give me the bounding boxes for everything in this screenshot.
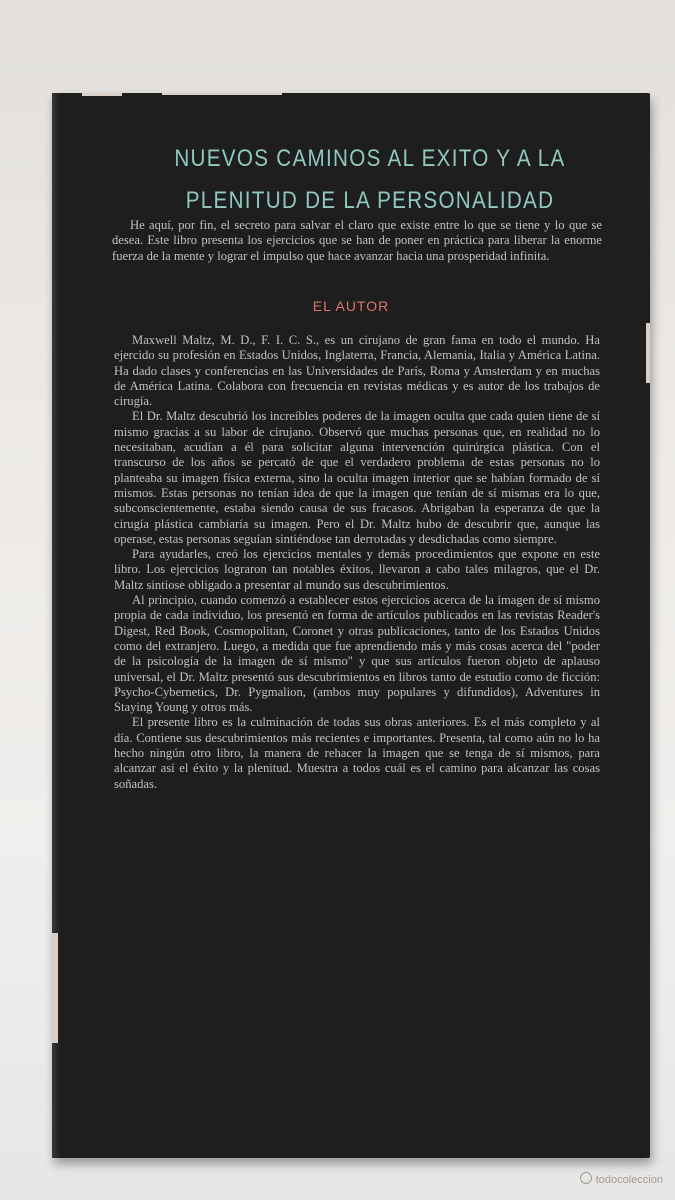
- bio-paragraph-2: El Dr. Maltz descubrió los increíbles poderes de la imagen oculta que cada quien tiene de sí mismo gracias a su labor de cirujano. Observó que muchas personas que, en realidad no lo necesitaban, acudían a él para solicitar alguna intervención quirúrgica plástica. Con el transcurso de los años se percató de que el verdadero problema de estas personas no lo planteaba su imagen física externa, sino la oculta imagen interior que se habían formado de sí mismos. Estas personas no tenían idea de que la imagen que tenían de sí mismas era lo que, subconscientemente, estaba siendo causa de sus fracasos. Abrigaban la esperanza de que la cirugía plástica cambiaría su imagen. Pero el Dr. Maltz hubo de descubrir que, aunque las operase, estas personas seguían sintiéndose tan derrotadas y desdichadas como siempre.: [114, 409, 600, 546]
- worn-edge-left-bottom: [52, 933, 58, 1043]
- worn-edge-top: [82, 93, 122, 96]
- intro-text: He aquí, por fin, el secreto para salvar el claro que existe entre lo que se tiene y lo que se desea. Este libro presenta los ejercicios que se han de poner en práctica para liberar la enorme fuerza de la mente y lograr el impulso que hace avanzar hacia una prosperidad infinita.: [112, 218, 602, 263]
- book-back-cover: [52, 93, 650, 1158]
- bio-paragraph-5: El presente libro es la culminación de todas sus obras anteriores. Es el más completo y al día. Contiene sus descubrimientos más recientes e importantes. Presenta, tal como aún no lo ha hecho ningún otro libro, la manera de rehacer la imagen que se tenga de sí mismos, para alcanzar así el éxito y la plenitud. Muestra a todos cuál es el camino para alcanzar las cosas soñadas.: [114, 715, 600, 791]
- intro-paragraph: [112, 218, 602, 264]
- watermark-logo-icon: [580, 1172, 592, 1184]
- bio-paragraph-3: Para ayudarles, creó los ejercicios mentales y demás procedimientos que expone en este libro. Los ejercicios lograron tan notables éxitos, llevaron a cabo tales milagros, que el Dr. Maltz sintiose obligado a presentar al mundo sus descubrimientos.: [114, 547, 600, 592]
- worn-edge-top-right: [162, 93, 282, 95]
- author-bio: [114, 333, 600, 792]
- bio-paragraph-4: Al principio, cuando comenzó a establecer estos ejercicios acerca de la imagen de sí mismo propia de cada individuo, los presentó en forma de artículos publicados en las revistas Reader's Digest, Red Book, Cosmopolitan, Coronet y otras publicaciones, tanto de los Estados Unidos como del extranjero. Luego, a medida que fue aprendiendo más y más cosas acerca del "poder de la psicología de la imagen de sí mismo" y que sus artículos fueron objeto de aplauso universal, el Dr. Maltz presentó sus descubrimientos en libros tanto de estudio como de ficción: Psycho-Cybernetics, Dr. Pygmalion, (ambos muy populares y difundidos), Adventures in Staying Young y otros más.: [114, 593, 600, 715]
- watermark-text: todocoleccion: [595, 1174, 663, 1186]
- section-heading-autor: EL AUTOR: [312, 298, 390, 314]
- worn-edge-right: [646, 323, 650, 383]
- title-line-1: NUEVOS CAMINOS AL EXITO Y A LA: [174, 145, 566, 172]
- title-line-2: PLENITUD DE LA PERSONALIDAD: [185, 187, 555, 214]
- watermark: [0, 1172, 675, 1186]
- bio-paragraph-1: Maxwell Maltz, M. D., F. I. C. S., es un cirujano de gran fama en todo el mundo. Ha ejercido su profesión en Estados Unidos, Inglaterra, Francia, Alemania, Italia y América Latina. Ha dado clases y conferencias en las Universidades de París, Roma y Amsterdam y en muchas de América Latina. Colabora con frecuencia en revistas médicas y es autor de los trabajos de cirugía.: [114, 333, 600, 409]
